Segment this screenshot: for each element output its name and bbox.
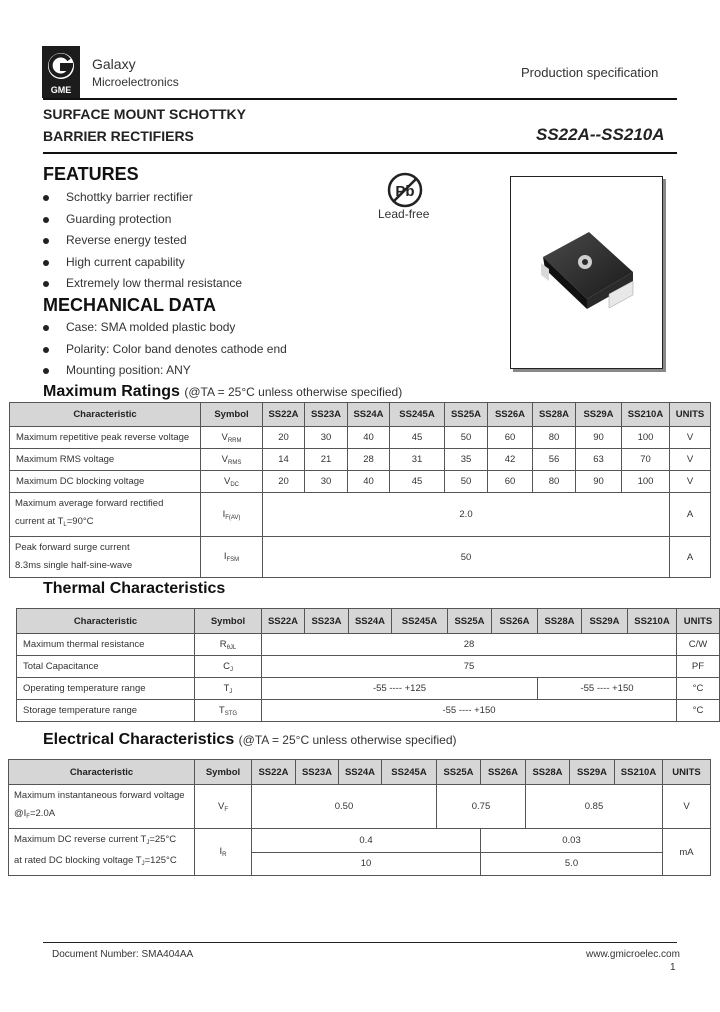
column-header: SS26A — [488, 403, 533, 427]
column-header: SS26A — [481, 760, 526, 785]
symbol-cell: $V_{RRM}$ — [201, 427, 263, 449]
thermal-table — [16, 608, 720, 722]
column-header: SS25A — [445, 403, 488, 427]
features-list — [41, 187, 361, 295]
column-header: Characteristic — [10, 403, 201, 427]
document-number: Document Number: SMA404AA — [52, 949, 194, 960]
column-header: SS210A — [628, 609, 677, 634]
table-row — [9, 829, 711, 853]
characteristic-cell: Storage temperature range — [17, 700, 195, 722]
column-header: SS28A — [533, 403, 576, 427]
package-photo — [510, 176, 663, 369]
column-header: SS22A — [262, 609, 305, 634]
column-header: SS28A — [538, 609, 582, 634]
column-header: SS26A — [492, 609, 538, 634]
column-header: SS29A — [570, 760, 615, 785]
column-header: SS22A — [263, 403, 305, 427]
value-cell: 28 — [262, 634, 677, 656]
list-item: Guarding protection — [41, 209, 361, 231]
value-cell: 50 — [445, 471, 488, 493]
symbol-cell: $V_{RMS}$ — [201, 449, 263, 471]
max-ratings-note: (@TA = 25°C unless otherwise specified) — [184, 385, 403, 399]
value-cell: 0.50 — [252, 785, 437, 829]
value-cell: 100 — [622, 471, 670, 493]
mechanical-list — [41, 317, 401, 382]
table-row — [17, 634, 720, 656]
product-title-line2: BARRIER RECTIFIERS — [43, 128, 194, 144]
company-subname: Microelectronics — [92, 75, 179, 89]
company-name: Galaxy — [92, 56, 136, 72]
value-cell: 80 — [533, 471, 576, 493]
features-heading: FEATURES — [43, 164, 139, 184]
table-row — [10, 427, 711, 449]
unit-cell: A — [670, 493, 711, 537]
table-row — [10, 471, 711, 493]
characteristic-cell: Maximum instantaneous forward voltage $@I_F=2.0A$ — [9, 785, 195, 829]
value-cell: 56 — [533, 449, 576, 471]
company-logo — [42, 46, 80, 98]
value-cell: 40 — [348, 471, 390, 493]
list-item: Polarity: Color band denotes cathode end — [41, 339, 401, 361]
table-row — [10, 537, 711, 578]
value-cell: 50 — [445, 427, 488, 449]
column-header: SS25A — [448, 609, 492, 634]
value-cell: 63 — [576, 449, 622, 471]
value-cell: 50 — [263, 537, 670, 578]
symbol-cell: $V_F$ — [195, 785, 252, 829]
characteristic-cell: Operating temperature range — [17, 678, 195, 700]
column-header: SS29A — [576, 403, 622, 427]
table-row — [17, 678, 720, 700]
value-cell: 28 — [348, 449, 390, 471]
value-cell: -55 ---- +150 — [262, 700, 677, 722]
symbol-cell: $V_{DC}$ — [201, 471, 263, 493]
column-header: SS245A — [390, 403, 445, 427]
column-header: SS210A — [622, 403, 670, 427]
characteristic-cell: Peak forward surge current 8.3ms single half-sine-wave — [10, 537, 201, 578]
column-header: SS23A — [305, 609, 349, 634]
column-header: UNITS — [677, 609, 720, 634]
electrical-title: Electrical Characteristics — [43, 731, 235, 748]
svg-text:Pb: Pb — [395, 183, 415, 200]
value-cell: 70 — [622, 449, 670, 471]
title-divider — [43, 152, 677, 154]
symbol-cell: $C_J$ — [195, 656, 262, 678]
characteristic-cell: Maximum DC reverse current $T_J=25^\circ C$ at rated DC blocking voltage $T_J=125^\circ C$ — [9, 829, 195, 876]
characteristic-cell: Maximum thermal resistance — [17, 634, 195, 656]
unit-cell: V — [663, 785, 711, 829]
value-cell: 14 — [263, 449, 305, 471]
table-row — [10, 493, 711, 537]
column-header: SS28A — [526, 760, 570, 785]
value-cell: 75 — [262, 656, 677, 678]
lead-free-label: Lead-free — [378, 207, 430, 221]
column-header: SS245A — [382, 760, 437, 785]
value-cell: 30 — [305, 471, 348, 493]
product-title-line1: SURFACE MOUNT SCHOTTKY — [43, 106, 246, 122]
logo-letters: GME — [50, 85, 72, 95]
unit-cell: °C — [677, 700, 720, 722]
value-cell: -55 ---- +125 — [262, 678, 538, 700]
symbol-cell: $I_{F(AV)}$ — [201, 493, 263, 537]
column-header: UNITS — [670, 403, 711, 427]
table-header-row — [10, 403, 711, 427]
value-cell: 45 — [390, 471, 445, 493]
value-cell: 2.0 — [263, 493, 670, 537]
unit-cell: mA — [663, 829, 711, 876]
website-link[interactable]: www.gmicroelec.com — [586, 949, 680, 960]
value-cell: 40 — [348, 427, 390, 449]
characteristic-cell: Maximum average forward rectified current at $T_L=90^\circ C$ — [10, 493, 201, 537]
column-header: SS24A — [339, 760, 382, 785]
value-cell: 45 — [390, 427, 445, 449]
value-cell: 80 — [533, 427, 576, 449]
column-header: Symbol — [195, 609, 262, 634]
list-item: Reverse energy tested — [41, 230, 361, 252]
unit-cell: V — [670, 449, 711, 471]
column-header: Symbol — [201, 403, 263, 427]
characteristic-cell: Total Capacitance — [17, 656, 195, 678]
value-cell: 42 — [488, 449, 533, 471]
table-row — [9, 785, 711, 829]
electrical-table — [8, 759, 711, 876]
thermal-title: Thermal Characteristics — [43, 580, 226, 597]
list-item: Schottky barrier rectifier — [41, 187, 361, 209]
page-number: 1 — [670, 962, 676, 973]
column-header: Symbol — [195, 760, 252, 785]
column-header: Characteristic — [17, 609, 195, 634]
value-cell: 0.75 — [437, 785, 526, 829]
mechanical-heading: MECHANICAL DATA — [43, 295, 216, 315]
column-header: SS23A — [296, 760, 339, 785]
column-header: SS24A — [349, 609, 392, 634]
characteristic-cell: Maximum DC blocking voltage — [10, 471, 201, 493]
unit-cell: °C — [677, 678, 720, 700]
unit-cell: C/W — [677, 634, 720, 656]
value-cell: 10 — [252, 852, 481, 876]
value-cell: 35 — [445, 449, 488, 471]
list-item: Mounting position: ANY — [41, 360, 401, 382]
unit-cell: V — [670, 427, 711, 449]
value-cell: -55 ---- +150 — [538, 678, 677, 700]
list-item: High current capability — [41, 252, 361, 274]
column-header: UNITS — [663, 760, 711, 785]
column-header: SS245A — [392, 609, 448, 634]
column-header: Characteristic — [9, 760, 195, 785]
unit-cell: PF — [677, 656, 720, 678]
table-header-row — [9, 760, 711, 785]
value-cell: 0.85 — [526, 785, 663, 829]
value-cell: 90 — [576, 471, 622, 493]
column-header: SS23A — [305, 403, 348, 427]
max-ratings-heading — [43, 383, 402, 401]
unit-cell: A — [670, 537, 711, 578]
characteristic-cell: Maximum repetitive peak reverse voltage — [10, 427, 201, 449]
symbol-cell: $T_{STG}$ — [195, 700, 262, 722]
value-cell: 5.0 — [481, 852, 663, 876]
header-divider — [43, 98, 677, 100]
table-header-row — [17, 609, 720, 634]
value-cell: 100 — [622, 427, 670, 449]
value-cell: 30 — [305, 427, 348, 449]
symbol-cell: $I_R$ — [195, 829, 252, 876]
max-ratings-title: Maximum Ratings — [43, 383, 180, 400]
column-header: SS210A — [615, 760, 663, 785]
unit-cell: V — [670, 471, 711, 493]
spec-label: Production specification — [521, 65, 659, 80]
value-cell: 31 — [390, 449, 445, 471]
electrical-note: (@TA = 25°C unless otherwise specified) — [238, 733, 457, 747]
max-ratings-table — [9, 402, 711, 578]
column-header: SS22A — [252, 760, 296, 785]
part-range: SS22A--SS210A — [536, 125, 665, 144]
value-cell: 60 — [488, 471, 533, 493]
table-row — [10, 449, 711, 471]
list-item: Extremely low thermal resistance — [41, 273, 361, 295]
value-cell: 90 — [576, 427, 622, 449]
column-header: SS25A — [437, 760, 481, 785]
value-cell: 0.03 — [481, 829, 663, 853]
symbol-cell: $R_{\theta JL}$ — [195, 634, 262, 656]
electrical-heading — [43, 731, 457, 749]
table-row — [17, 700, 720, 722]
column-header: SS29A — [582, 609, 628, 634]
list-item: Case: SMA molded plastic body — [41, 317, 401, 339]
value-cell: 21 — [305, 449, 348, 471]
symbol-cell: $T_J$ — [195, 678, 262, 700]
value-cell: 20 — [263, 427, 305, 449]
value-cell: 0.4 — [252, 829, 481, 853]
footer-divider — [43, 942, 677, 943]
symbol-cell: $I_{FSM}$ — [201, 537, 263, 578]
value-cell: 20 — [263, 471, 305, 493]
column-header: SS24A — [348, 403, 390, 427]
value-cell: 60 — [488, 427, 533, 449]
characteristic-cell: Maximum RMS voltage — [10, 449, 201, 471]
lead-free-icon — [386, 171, 424, 209]
table-row — [17, 656, 720, 678]
